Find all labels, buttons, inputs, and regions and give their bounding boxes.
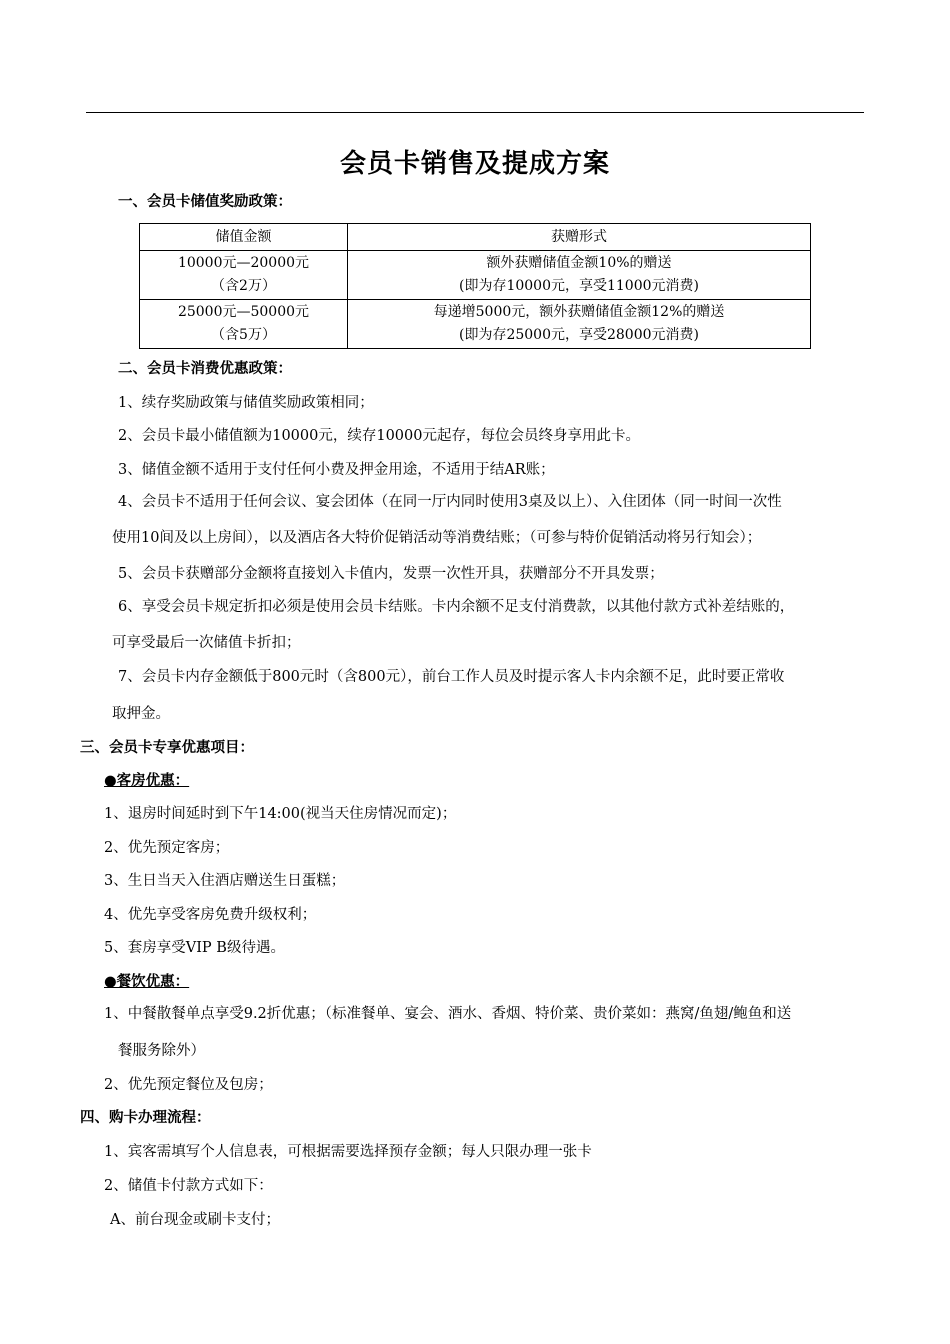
list-item: 1、中餐散餐单点享受9.2折优惠；（标准餐单、宴会、酒水、香烟、特价菜、贵价菜如：燕窝/鱼翅/鲍鱼和送 [104,1006,792,1022]
list-item-continuation: 可享受最后一次储值卡折扣； [112,635,301,651]
amount-note: （含5万） [211,327,276,343]
list-item: 2、储值卡付款方式如下： [104,1178,273,1194]
gift-example: (即为存25000元，享受28000元消费) [459,327,699,343]
list-item: 7、会员卡内存金额低于800元时（含800元），前台工作人员及时提示客人卡内余额不足，此时要正常收 [118,669,785,685]
list-item: 1、退房时间延时到下午14:00(视当天住房情况而定)； [104,806,457,822]
reward-policy-table [139,223,811,349]
list-item: 3、生日当天入住酒店赠送生日蛋糕； [104,873,346,889]
gift-rule: 每递增5000元，额外获赠储值金额12%的赠送 [433,304,725,320]
list-item: 4、会员卡不适用于任何会议、宴会团体（在同一厅内同时使用3桌及以上）、入住团体（同一时间一次性 [118,494,782,510]
list-item: 1、宾客需填写个人信息表，可根据需要选择预存金额；每人只限办理一张卡 [104,1144,592,1160]
list-item: 1、续存奖励政策与储值奖励政策相同； [118,395,374,411]
list-item-continuation: 取押金。 [112,706,170,722]
list-item: 6、享受会员卡规定折扣必须是使用会员卡结账。卡内余额不足支付消费款，以其他付款方式补差结账的， [118,599,795,615]
amount-note: （含2万） [211,278,276,294]
amount-range: 10000元—20000元 [177,255,310,271]
list-item: 2、会员卡最小储值额为10000元，续存10000元起存，每位会员终身享用此卡。 [118,428,640,444]
page-title: 会员卡销售及提成方案 [339,149,610,179]
list-item: 3、储值金额不适用于支付任何小费及押金用途，不适用于结AR账； [118,462,555,478]
list-item: 2、优先预定客房； [104,840,230,856]
list-item-continuation: 使用10间及以上房间），以及酒店各大特价促销活动等消费结账；（可参与特价促销活动将另行知会）； [112,530,762,546]
header-rule [86,112,864,113]
column-header-gift: 获赠形式 [348,224,811,251]
amount-cell [140,251,348,300]
section2-heading: 二、会员卡消费优惠政策： [118,361,292,377]
dining-benefits-label: ●餐饮优惠： [104,974,190,990]
list-item: 2、优先预定餐位及包房； [104,1077,273,1093]
gift-example: (即为存10000元，享受11000元消费) [459,278,699,294]
table-header-row [140,224,811,251]
section3-heading: 三、会员卡专享优惠项目： [80,740,254,756]
section1-heading: 一、会员卡储值奖励政策： [118,194,292,210]
gift-cell [348,300,811,349]
table-row [140,251,811,300]
section4-heading: 四、购卡办理流程： [80,1110,211,1126]
amount-cell [140,300,348,349]
list-item-continuation: 餐服务除外） [118,1043,205,1059]
column-header-amount: 储值金额 [140,224,348,251]
table-row [140,300,811,349]
list-item: 4、优先享受客房免费升级权利； [104,907,317,923]
list-item: 5、会员卡获赠部分金额将直接划入卡值内，发票一次性开具，获赠部分不开具发票； [118,566,664,582]
gift-cell [348,251,811,300]
gift-rule: 额外获赠储值金额10%的赠送 [486,255,672,271]
room-benefits-label: ●客房优惠： [104,773,190,789]
amount-range: 25000元—50000元 [177,304,310,320]
list-item: A、前台现金或刷卡支付； [110,1212,280,1228]
list-item: 5、套房享受VIP B级待遇。 [104,940,285,956]
